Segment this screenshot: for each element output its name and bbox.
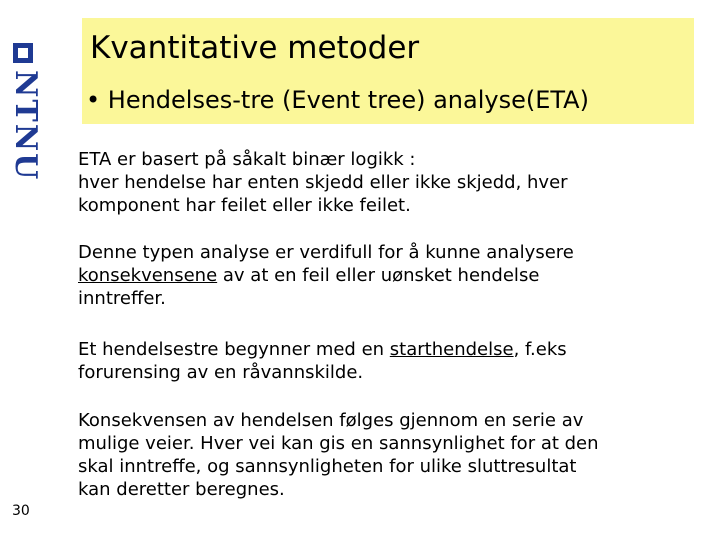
page-number: 30	[12, 503, 30, 519]
page-title: Kvantitative metoder	[90, 30, 420, 66]
text-fragment: av at en feil eller uønsket hendelse	[217, 265, 540, 286]
paragraph-eta-definition	[78, 148, 698, 217]
paragraph-analysis-value	[78, 241, 698, 310]
page-subtitle: • Hendelses-tre (Event tree) analyse(ETA)	[86, 86, 589, 114]
ntnu-square-logo-icon	[12, 42, 34, 64]
underlined-term-konsekvensene: konsekvensene	[78, 265, 218, 286]
text-line: ETA er basert på såkalt binær logikk :	[78, 149, 416, 170]
text-line: hver hendelse har enten skjedd eller ikke skjedd, hver	[78, 172, 568, 193]
paragraph-start-event	[78, 338, 698, 384]
paragraph-consequence-paths	[78, 409, 698, 501]
text-line: forurensing av en råvannskilde.	[78, 362, 364, 383]
ntnu-logo-text: NTNU	[8, 70, 43, 182]
text-line: komponent har feilet eller ikke feilet.	[78, 195, 411, 216]
underlined-term-starthendelse: starthendelse	[389, 339, 514, 360]
text-line: inntreffer.	[78, 288, 166, 309]
text-line	[78, 338, 698, 361]
text-fragment: , f.eks	[513, 339, 567, 360]
text-line: mulige veier. Hver vei kan gis en sannsynlighet for at den	[78, 433, 599, 454]
text-fragment: Et hendelsestre begynner med en	[78, 339, 390, 360]
text-line	[78, 264, 698, 287]
title-box	[82, 18, 694, 124]
text-line: Denne typen analyse er verdifull for å kunne analysere	[78, 242, 574, 263]
text-line: Konsekvensen av hendelsen følges gjennom en serie av	[78, 410, 584, 431]
text-line: kan deretter beregnes.	[78, 479, 285, 500]
sidebar	[0, 0, 52, 540]
text-line: skal inntreffe, og sannsynligheten for ulike sluttresultat	[78, 456, 577, 477]
